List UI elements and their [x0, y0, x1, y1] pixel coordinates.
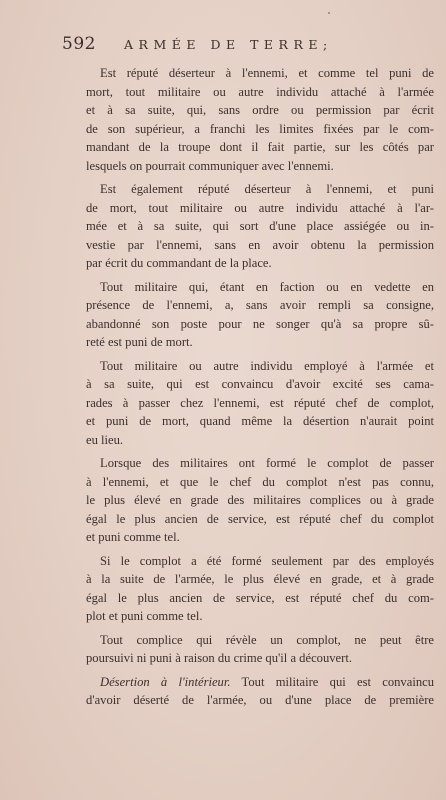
- page-header: [62, 34, 398, 58]
- text-line: rades à passer chez l'ennemi, est réputé chef de complot,: [86, 395, 434, 410]
- text-line: de mort, tout militaire ou autre individu attaché à l'ar-: [86, 200, 434, 215]
- text-line: poursuivi ni puni à raison du crime qu'il a découvert.: [86, 651, 352, 665]
- text-line: Est également réputé déserteur à l'ennemi, et puni: [100, 182, 434, 196]
- paragraph: [86, 278, 434, 352]
- text-line: vestie par l'ennemi, sans en avoir obtenu la permission: [86, 237, 434, 252]
- text-line: mort, tout militaire ou autre individu attaché à l'armée: [86, 84, 434, 99]
- text-line: et puni comme tel.: [86, 530, 180, 544]
- paragraph: [86, 454, 434, 547]
- text-line: à sa suite, qui est convaincu d'avoir excité ses cama-: [86, 377, 434, 391]
- text-line: eu lieu.: [86, 432, 124, 447]
- paragraph: [86, 673, 434, 710]
- text-line: Tout militaire ou autre individu employé à l'armée et: [100, 358, 434, 373]
- text-line: à la suite de l'armée, le plus élevé en grade, et à grade: [86, 572, 434, 586]
- text-line: reté est puni de mort.: [86, 335, 193, 349]
- paragraph: [86, 357, 434, 450]
- text-line: Lorsque des militaires ont formé le complot de passer: [100, 456, 434, 470]
- text-line: par écrit du commandant de la place.: [86, 256, 272, 270]
- text-line: Tout complice qui révèle un complot, ne peut être: [100, 632, 434, 647]
- text-line: présence de l'ennemi, a, sans avoir rempli sa consigne,: [86, 298, 434, 312]
- text-line: Tout militaire qui, étant en faction ou en vedette en: [100, 279, 434, 294]
- text-line: mandant de la troupe dont il fait partie, sur les côtés par: [86, 140, 434, 154]
- text-line: égal le plus ancien de service, est réputé chef du com-: [86, 590, 434, 605]
- text-line: à l'ennemi, et que le chef du complot n'est pas connu,: [86, 474, 434, 489]
- page-number: 592: [62, 34, 96, 54]
- section-heading: Désertion à l'intérieur.: [100, 674, 231, 689]
- text-line: et à sa suite, qui, sans ordre ou permission par écrit: [86, 103, 434, 117]
- text-line: mée et à sa suite, qui sort d'une place assiégée ou in-: [86, 219, 434, 233]
- text-line: lesquels on pourrait communiquer avec l'ennemi.: [86, 158, 334, 173]
- text-line: et puni de mort, quand même la désertion n'aurait point: [86, 414, 434, 428]
- body-text: [86, 64, 434, 715]
- text-line: plot et puni comme tel.: [86, 609, 203, 623]
- paragraph: [86, 631, 434, 668]
- text-line: Est réputé déserteur à l'ennemi, et comme tel puni de: [100, 66, 434, 80]
- text-run: Tout militaire qui est convaincu: [230, 674, 435, 689]
- paragraph: [86, 180, 434, 273]
- text-line: [86, 673, 434, 692]
- paragraph: [86, 552, 434, 626]
- text-line: Si le complot a été formé seulement par des employés: [100, 553, 434, 568]
- text-line: le plus élevé en grade des militaires complices ou à grade: [86, 493, 434, 507]
- text-line: de son supérieur, a franchi les limites fixées par le com-: [86, 121, 434, 136]
- text-line: d'avoir déserté de l'armée, ou d'une place de première: [86, 693, 434, 707]
- text-line: abandonné son poste pour ne songer qu'à sa propre sû-: [86, 316, 434, 331]
- running-head: ARMÉE DE TERRE;: [124, 37, 333, 52]
- paper-speck: [328, 12, 330, 14]
- text-line: égal le plus ancien de service, est réputé chef du complot: [86, 511, 434, 526]
- paragraph: [86, 64, 434, 175]
